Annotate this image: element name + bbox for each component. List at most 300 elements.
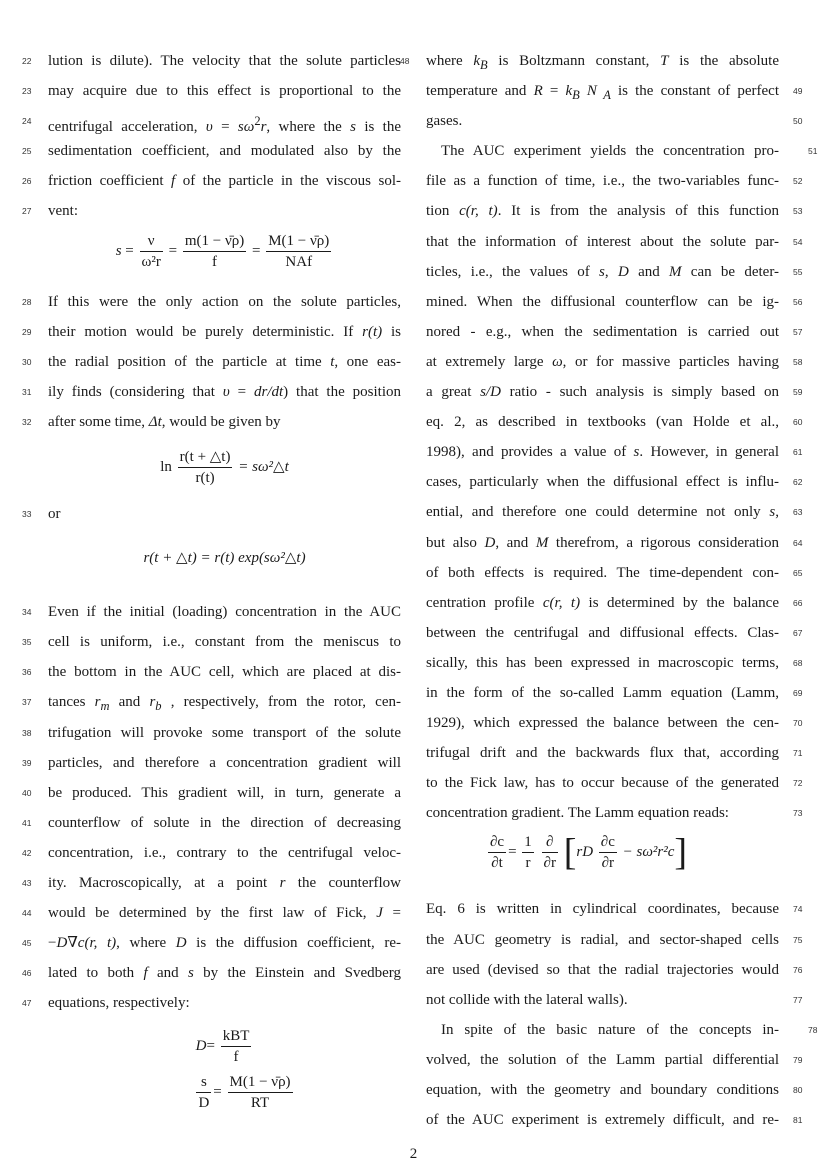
line-text: but also xyxy=(426,534,485,551)
line-text: therefrom, a rigorous consideration xyxy=(548,534,779,551)
line-number: 41 xyxy=(22,817,32,828)
line-number: 40 xyxy=(22,787,32,798)
line-text: gases. xyxy=(426,113,463,130)
text-line xyxy=(426,558,803,588)
line-text: particles, and therefore a concentration gradient will xyxy=(48,754,401,771)
text-line xyxy=(426,528,803,558)
fraction xyxy=(178,447,233,488)
line-text: , where xyxy=(116,935,176,952)
text-line xyxy=(22,166,401,196)
numerator: M(1 − ν̄ρ) xyxy=(228,1072,293,1093)
line-text: tion xyxy=(426,203,460,220)
line-number: 36 xyxy=(22,667,32,678)
math-var: dr/dt xyxy=(253,383,284,400)
right-bracket: ] xyxy=(674,831,688,874)
text-line xyxy=(22,597,401,627)
line-number: 47 xyxy=(22,998,32,1009)
line-text: , respectively, from the rotor, cen- xyxy=(161,694,401,711)
line-text: sically, this has been expressed in macroscopic terms, xyxy=(426,654,779,671)
line-number: 74 xyxy=(793,904,803,915)
line-number: 22 xyxy=(22,56,32,66)
line-text: . It is from the analysis of this function xyxy=(497,203,779,220)
math-var: υ xyxy=(222,383,230,400)
text-line xyxy=(22,838,401,868)
text-line xyxy=(426,467,803,497)
text-line xyxy=(426,708,803,738)
line-text: sedimentation coefficient, and modulated also by the xyxy=(48,143,401,160)
text-line xyxy=(426,925,803,955)
text-line xyxy=(426,196,803,226)
line-number: 23 xyxy=(22,86,32,97)
text-line xyxy=(22,407,401,437)
numerator: ∂c xyxy=(599,832,617,853)
math-var: k xyxy=(473,53,481,69)
equation-exp-position xyxy=(48,529,401,597)
math-var: D xyxy=(56,935,68,952)
line-text: file as a function of time, i.e., the two-variables func- xyxy=(426,173,779,190)
math-var: s/D xyxy=(480,384,501,401)
text-line xyxy=(426,347,803,377)
line-text: where xyxy=(426,53,474,69)
text-line xyxy=(426,257,803,287)
math-sub: m xyxy=(100,699,110,714)
text-line xyxy=(22,868,401,898)
math-var: D xyxy=(195,1038,207,1055)
denominator: f xyxy=(212,253,218,270)
math-sub: A xyxy=(596,88,611,103)
line-number: 46 xyxy=(22,968,32,979)
math-var: s xyxy=(599,263,605,280)
fraction xyxy=(542,832,558,873)
equation-svedberg xyxy=(48,1072,401,1118)
line-number: 79 xyxy=(793,1054,803,1065)
line-text: the bottom in the AUC cell, which are placed at dis- xyxy=(48,664,401,681)
math-var: D xyxy=(617,263,629,280)
math-op: = xyxy=(206,1038,215,1055)
line-text: a great xyxy=(426,384,481,401)
line-number: 34 xyxy=(22,607,32,618)
line-text: of the AUC experiment is extremely difficult, and re- xyxy=(426,1112,779,1129)
text-line xyxy=(22,748,401,778)
denominator: D xyxy=(198,1095,210,1112)
line-number: 63 xyxy=(793,507,803,518)
denominator: r xyxy=(525,855,531,872)
line-text: nored - e.g., when the sedimentation is carried out xyxy=(426,323,779,340)
math-expr: − sω²r²c xyxy=(618,844,675,861)
line-number: 29 xyxy=(22,326,32,337)
text-line xyxy=(22,898,402,928)
text-line xyxy=(426,738,803,768)
text-line xyxy=(426,166,803,196)
text-line xyxy=(22,46,401,76)
line-number: 65 xyxy=(793,567,803,578)
equation-einstein xyxy=(48,1018,401,1072)
math-var: s xyxy=(633,444,640,461)
line-text: 1998), and provides a value of xyxy=(426,444,634,461)
line-text: are used (devised so that the radial trajectories would xyxy=(426,961,779,978)
line-text: ential, and therefore one could determine not only xyxy=(426,504,770,521)
text-line xyxy=(22,347,401,377)
equation-lamm xyxy=(426,828,779,894)
line-text: can be deter- xyxy=(681,263,780,280)
text-line xyxy=(22,317,401,347)
line-number: 73 xyxy=(793,808,803,819)
line-text: , xyxy=(775,504,779,521)
text-line xyxy=(426,407,803,437)
line-number: 26 xyxy=(22,176,32,187)
numerator: ν xyxy=(140,231,163,252)
line-number: 45 xyxy=(22,938,32,949)
text-line xyxy=(426,287,803,317)
line-text: , would be given by xyxy=(161,413,281,430)
line-number: 54 xyxy=(793,236,803,247)
page-number: 2 xyxy=(409,1146,418,1162)
math-var: M xyxy=(669,263,682,280)
line-number: 81 xyxy=(793,1115,803,1126)
line-text: is Boltzmann constant, xyxy=(487,53,661,69)
math-expr: r(t + △t) = r(t) exp(sω²△t) xyxy=(143,550,306,567)
line-number: 56 xyxy=(793,296,803,307)
line-text: centrifugal acceleration, xyxy=(48,119,206,136)
line-text: of both effects is required. The time-dependent con- xyxy=(426,564,779,581)
left-column xyxy=(22,46,402,1118)
line-number: 75 xyxy=(793,934,803,945)
line-text: by the Einstein and Svedberg xyxy=(193,965,401,982)
text-line xyxy=(426,648,803,678)
line-number: 66 xyxy=(793,597,803,608)
numerator: ∂ xyxy=(542,832,558,853)
line-text: would be determined by the first law of Fick, xyxy=(48,905,377,922)
text-line xyxy=(426,227,803,257)
line-number: 27 xyxy=(22,206,32,217)
text-line xyxy=(426,1045,803,1075)
line-number: 53 xyxy=(793,206,803,217)
math-var: R xyxy=(533,83,543,100)
line-text: the radial position of the particle at time xyxy=(48,353,331,370)
math-var: r xyxy=(279,874,286,891)
math-var: s xyxy=(115,242,122,259)
line-number: 68 xyxy=(793,657,803,668)
line-text: cases, particularly when the diffusional effect is influ- xyxy=(426,474,779,491)
line-text: ily finds (considering that xyxy=(48,383,223,400)
line-text: and xyxy=(147,965,188,982)
text-line xyxy=(22,627,401,657)
fraction xyxy=(266,231,331,272)
line-text: not collide with the lateral walls). xyxy=(426,991,628,1008)
math-op: − xyxy=(48,935,57,952)
text-line xyxy=(426,76,803,106)
math-var: r xyxy=(149,694,156,711)
line-number: 71 xyxy=(793,748,803,759)
math-var: υ xyxy=(205,119,213,136)
text-line xyxy=(22,377,401,407)
fraction xyxy=(599,832,617,873)
text-line xyxy=(426,678,803,708)
line-number: 80 xyxy=(793,1085,803,1095)
line-number: 52 xyxy=(793,176,803,187)
math-sub: B xyxy=(480,58,488,72)
line-text: be produced. This gradient will, in turn, generate a xyxy=(48,784,401,801)
line-number: 77 xyxy=(793,994,803,1005)
line-text: equation, with the geometry and boundary conditions xyxy=(426,1082,779,1098)
line-text: tances xyxy=(48,694,95,711)
math-var: k xyxy=(565,83,573,100)
fraction xyxy=(488,832,506,873)
line-text: , or for massive particles having xyxy=(562,353,779,370)
line-number: 49 xyxy=(793,86,803,97)
math-var: D xyxy=(175,935,187,952)
line-number: 44 xyxy=(22,908,32,919)
line-number: 64 xyxy=(793,537,803,548)
line-number: 48 xyxy=(400,56,410,66)
line-text: , and xyxy=(495,534,536,551)
line-text: counterflow of solute in the direction of decreasing xyxy=(48,814,401,831)
line-number: 33 xyxy=(22,509,32,520)
line-number: 76 xyxy=(793,964,803,975)
numerator: ∂c xyxy=(488,832,506,853)
math-var: r xyxy=(260,119,267,136)
line-number: 67 xyxy=(793,627,803,638)
text-line xyxy=(426,588,803,618)
math-op: = xyxy=(508,844,517,861)
text-line xyxy=(22,808,401,838)
line-text: ratio - such analysis is simply based on xyxy=(500,384,779,401)
line-number: 30 xyxy=(22,356,32,367)
line-number: 55 xyxy=(793,266,803,277)
line-text: lution is dilute). The velocity that the solute particles xyxy=(48,53,401,69)
line-number: 50 xyxy=(793,116,803,127)
line-text: vent: xyxy=(48,203,78,220)
math-var: f xyxy=(143,965,148,982)
equation-sedimentation xyxy=(48,227,401,287)
text-line xyxy=(426,798,803,828)
right-column xyxy=(400,46,818,1135)
line-text: is the diffusion coefficient, re- xyxy=(186,935,401,952)
math-op: = xyxy=(252,242,261,259)
line-number: 25 xyxy=(22,146,32,157)
line-number: 70 xyxy=(793,718,803,729)
line-text: that the information of interest about the solute par- xyxy=(426,233,779,250)
text-line xyxy=(22,928,401,958)
line-text: to the Fick law, has to occur because of the generated xyxy=(426,775,779,792)
line-text: at extremely large xyxy=(426,353,553,370)
denominator: r(t) xyxy=(195,470,215,487)
line-text: is xyxy=(382,323,401,340)
line-text: after some time, xyxy=(48,413,149,430)
line-text: their motion would be purely deterministic. If xyxy=(48,323,363,340)
math-sup: 2 xyxy=(254,114,261,129)
line-text: = xyxy=(382,905,402,922)
line-text: in the form of the so-called Lamm equation (Lamm, xyxy=(426,684,779,701)
numerator: m(1 − ν̄ρ) xyxy=(183,231,246,252)
math-var: ω xyxy=(552,353,563,370)
line-text: concentration, i.e., contrary to the centrifugal veloc- xyxy=(48,844,401,861)
fraction xyxy=(196,1072,211,1113)
math-var: N xyxy=(579,83,597,100)
fraction xyxy=(183,231,246,272)
math-sub: b xyxy=(155,699,162,714)
line-text: and xyxy=(628,263,670,280)
line-text: cell is uniform, i.e., constant from the meniscus to xyxy=(48,634,401,651)
fraction xyxy=(140,231,163,272)
line-text: is determined by the balance xyxy=(580,594,779,611)
text-line xyxy=(22,687,401,717)
math-var: J xyxy=(376,905,383,922)
line-text: is the absolute xyxy=(668,53,779,69)
math-var: r xyxy=(94,694,101,711)
math-var: T xyxy=(660,53,669,69)
text-line xyxy=(426,377,803,407)
line-text: 1929), which expressed the balance between the cen- xyxy=(426,715,779,732)
text-line xyxy=(426,955,803,985)
line-text: , one eas- xyxy=(334,353,401,370)
line-text: trifugation will provoke some transport of the solute xyxy=(48,724,401,741)
math-op: = xyxy=(213,1084,222,1101)
line-number: 42 xyxy=(22,847,32,858)
line-text: mined. When the diffusional counterflow can be ig- xyxy=(426,293,779,310)
math-op: ln xyxy=(160,458,172,475)
math-var: Δt xyxy=(148,413,162,430)
text-line xyxy=(426,894,803,924)
line-number: 24 xyxy=(22,116,32,127)
line-number: 31 xyxy=(22,386,32,397)
text-line xyxy=(22,287,401,317)
line-text: concentration gradient. The Lamm equation reads: xyxy=(426,805,729,822)
denominator: ω²r xyxy=(141,253,161,270)
line-number: 28 xyxy=(22,296,32,307)
line-text: Eq. 6 is written in cylindrical coordinates, because xyxy=(426,901,779,918)
line-number: 59 xyxy=(793,387,803,398)
line-text: Even if the initial (loading) concentration in the AUC xyxy=(48,604,401,621)
text-line xyxy=(22,196,401,226)
text-line xyxy=(22,76,401,106)
text-line xyxy=(426,985,803,1015)
math-sub: B xyxy=(572,88,580,103)
line-number: 32 xyxy=(22,416,32,427)
left-bracket: [ xyxy=(563,831,577,874)
math-op: = xyxy=(212,119,238,136)
text-line xyxy=(22,136,401,166)
denominator: ∂r xyxy=(543,855,556,872)
line-text: If this were the only action on the solute particles, xyxy=(48,293,401,310)
math-var: c(r, t) xyxy=(459,203,498,220)
text-line xyxy=(426,1075,803,1105)
math-op: = xyxy=(542,83,566,100)
fraction xyxy=(522,832,534,873)
line-text: = xyxy=(229,383,254,400)
line-number: 72 xyxy=(793,778,803,789)
line-number: 35 xyxy=(22,637,32,648)
line-number: 60 xyxy=(793,417,803,428)
denominator: ∂r xyxy=(601,855,615,872)
math-var: c(r, t) xyxy=(542,594,581,611)
line-number: 57 xyxy=(793,326,803,337)
line-text: the counterflow xyxy=(285,874,401,891)
line-text: eq. 2, as described in textbooks (van Holde et al., xyxy=(426,414,779,431)
text-line xyxy=(426,497,803,527)
math-var: c(r, t) xyxy=(77,935,117,952)
text-line xyxy=(426,317,803,347)
line-text: and xyxy=(109,694,150,711)
math-var: M xyxy=(535,534,549,551)
line-text: may acquire due to this effect is proportional to the xyxy=(48,83,401,100)
line-text: centration profile xyxy=(426,594,543,611)
line-text: is the constant of perfect xyxy=(610,83,779,100)
text-line xyxy=(400,46,779,76)
text-line xyxy=(426,618,803,648)
denominator: f xyxy=(233,1049,239,1066)
math-var: s xyxy=(187,965,194,982)
text-line xyxy=(426,768,803,798)
math-var: rD xyxy=(576,844,594,861)
text-line xyxy=(22,958,401,988)
line-number: 61 xyxy=(793,447,803,458)
line-text: volved, the solution of the Lamm partial differential xyxy=(426,1051,779,1068)
text-line xyxy=(426,136,818,166)
math-expr: = sω²△t xyxy=(238,458,289,475)
line-text: ity. Macroscopically, at a point xyxy=(48,874,280,891)
line-number: 69 xyxy=(793,687,803,698)
line-number: 62 xyxy=(793,477,803,488)
line-number: 78 xyxy=(808,1024,818,1035)
numerator: 1 xyxy=(522,832,534,853)
denominator: ∂t xyxy=(491,855,503,872)
line-text: , where the xyxy=(266,119,351,136)
numerator: M(1 − ν̄ρ) xyxy=(266,231,331,252)
line-text: friction coefficient xyxy=(48,173,172,190)
math-var: D xyxy=(484,534,496,551)
math-var: f xyxy=(171,173,176,190)
math-op: = xyxy=(168,242,178,259)
text-line xyxy=(22,778,401,808)
text-line xyxy=(22,657,401,687)
line-number: 38 xyxy=(22,727,32,738)
line-text: . However, in general xyxy=(639,444,779,461)
line-text: The AUC experiment yields the concentration pro- xyxy=(441,143,779,160)
text-line xyxy=(426,1105,803,1135)
line-text: or xyxy=(48,506,61,523)
line-text: between the centrifugal and diffusional effects. Clas- xyxy=(426,624,779,641)
fraction xyxy=(221,1026,252,1067)
line-text: equations, respectively: xyxy=(48,995,190,1012)
numerator: s xyxy=(196,1072,211,1093)
equation-log-position xyxy=(48,437,401,499)
text-line xyxy=(22,988,401,1018)
line-text: In spite of the basic nature of the concepts in- xyxy=(441,1021,779,1038)
line-text: temperature and xyxy=(426,83,534,100)
numerator: r(t + △t) xyxy=(178,447,233,468)
line-number: 51 xyxy=(808,146,818,157)
line-number: 43 xyxy=(22,877,32,888)
line-text: ticles, i.e., the values of xyxy=(426,263,600,280)
line-number: 58 xyxy=(793,356,803,367)
math-var: s xyxy=(769,504,776,521)
math-var: r(t) xyxy=(362,323,383,340)
line-text: of the particle in the viscous sol- xyxy=(175,173,401,190)
text-line xyxy=(22,718,401,748)
text-line xyxy=(22,499,401,529)
denominator: NAf xyxy=(285,253,313,270)
line-text: ) that the position xyxy=(283,383,401,400)
fraction xyxy=(228,1072,293,1113)
math-var: t xyxy=(330,353,335,370)
line-text: the AUC geometry is radial, and sector-shaped cells xyxy=(426,931,779,948)
line-text: , xyxy=(604,263,618,280)
numerator: kBT xyxy=(221,1026,252,1047)
text-line xyxy=(426,1015,818,1045)
math-op: = xyxy=(125,242,134,259)
text-line xyxy=(426,437,803,467)
